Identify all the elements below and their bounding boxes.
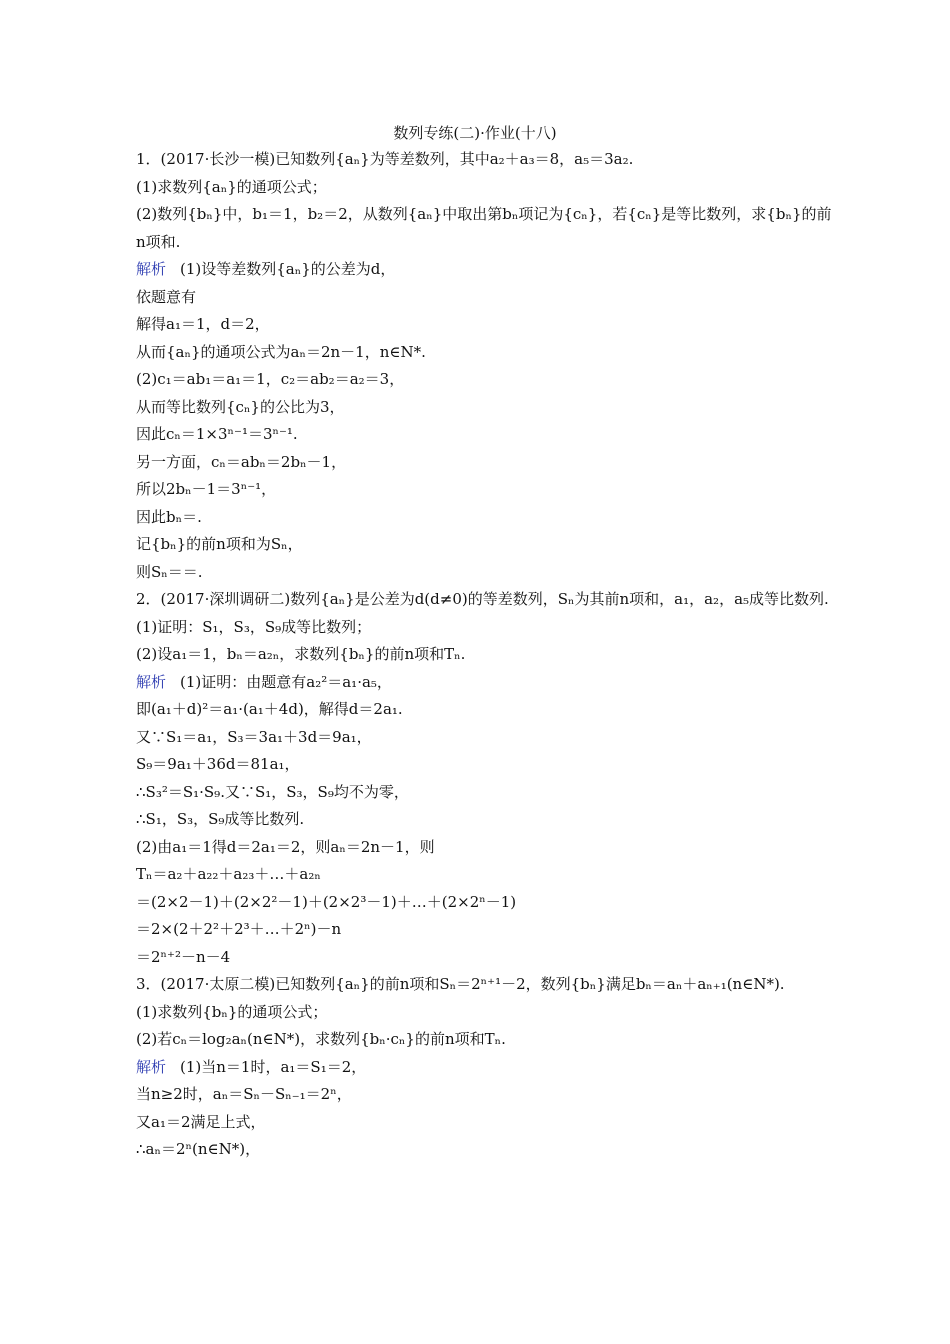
solution-line: 又a₁＝2满足上式， bbox=[136, 1112, 266, 1131]
solution-line: 从而等比数列{cₙ}的公比为3， bbox=[136, 397, 345, 416]
jiexi-label: 解析 bbox=[136, 260, 167, 278]
solution-line: 因此bₙ＝. bbox=[136, 507, 202, 526]
problem-1-part-1: (1)求数列{aₙ}的通项公式； bbox=[136, 177, 327, 196]
solution-line: 又∵S₁＝a₁，S₃＝3a₁＋3d＝9a₁， bbox=[136, 727, 372, 746]
solution-3-line bbox=[136, 1054, 840, 1082]
solution-line: 因此cₙ＝1×3ⁿ⁻¹＝3ⁿ⁻¹. bbox=[136, 425, 298, 443]
solution-line: ＝2×(2＋2²＋2³＋…＋2ⁿ)－n bbox=[136, 920, 342, 938]
solution-line: 则Sₙ＝＝. bbox=[136, 562, 203, 581]
jiexi-label: 解析 bbox=[136, 1057, 167, 1076]
solution-text: (1)当n＝1时，a₁＝S₁＝2， bbox=[180, 1057, 367, 1076]
solution-line: 另一方面，cₙ＝abₙ＝2bₙ－1， bbox=[136, 452, 347, 471]
problem-2-part-2: (2)设a₁＝1，bₙ＝a₂ₙ，求数列{bₙ}的前n项和Tₙ. bbox=[136, 645, 466, 663]
solution-line: 即(a₁＋d)²＝a₁·(a₁＋4d)，解得d＝2a₁. bbox=[136, 700, 403, 718]
solution-text: (1)设等差数列{aₙ}的公差为d， bbox=[180, 260, 396, 278]
solution-line: 依题意有 bbox=[136, 287, 197, 306]
problem-3-part-1: (1)求数列{bₙ}的通项公式； bbox=[136, 1002, 328, 1021]
solution-1-line bbox=[136, 256, 840, 284]
document-body bbox=[136, 146, 840, 1164]
solution-line: 所以2bₙ－1＝3ⁿ⁻¹， bbox=[136, 480, 277, 498]
problem-1-part-2: (2)数列{bₙ}中，b₁＝1，b₂＝2，从数列{aₙ}中取出第bₙ项记为{cₙ}，若{cₙ}是等比数列，求{bₙ}的前n项和. bbox=[136, 205, 832, 251]
solution-line: Tₙ＝a₂＋a₂₂＋a₂₃＋…＋a₂ₙ bbox=[136, 865, 321, 883]
page-title: 数列专练(二)·作业(十八) bbox=[393, 124, 557, 142]
solution-2-line bbox=[136, 669, 840, 697]
solution-line: ∴S₁，S₃，S₉成等比数列. bbox=[136, 810, 305, 828]
problem-2-part-1: (1)证明：S₁，S₃，S₉成等比数列； bbox=[136, 617, 372, 636]
solution-line: 从而{aₙ}的通项公式为aₙ＝2n－1，n∈N*. bbox=[136, 342, 426, 361]
solution-line: 记{bₙ}的前n项和为Sₙ， bbox=[136, 535, 303, 553]
solution-line: ＝2ⁿ⁺²－n－4 bbox=[136, 947, 231, 966]
solution-line: ∴S₃²＝S₁·S₉.又∵S₁，S₃，S₉均不为零， bbox=[136, 782, 409, 801]
solution-line: ∴aₙ＝2ⁿ(n∈N*)， bbox=[136, 1140, 261, 1158]
problem-2-statement: 2．(2017·深圳调研二)数列{aₙ}是公差为d(d≠0)的等差数列，Sₙ为其前n项和，a₁，a₂，a₅成等比数列. bbox=[136, 590, 829, 608]
solution-line: (2)c₁＝ab₁＝a₁＝1，c₂＝ab₂＝a₂＝3， bbox=[136, 370, 405, 388]
solution-line: (2)由a₁＝1得d＝2a₁＝2，则aₙ＝2n－1，则 bbox=[136, 837, 435, 856]
solution-line: 解得a₁＝1，d＝2， bbox=[136, 315, 270, 333]
problem-1-statement: 1．(2017·长沙一模)已知数列{aₙ}为等差数列，其中a₂＋a₃＝8，a₅＝3a₂. bbox=[136, 150, 634, 168]
problem-3-statement: 3．(2017·太原二模)已知数列{aₙ}的前n项和Sₙ＝2ⁿ⁺¹－2，数列{bₙ}满足bₙ＝aₙ＋aₙ₊₁(n∈N*). bbox=[136, 975, 785, 993]
solution-line: 当n≥2时，aₙ＝Sₙ－Sₙ₋₁＝2ⁿ， bbox=[136, 1085, 352, 1103]
solution-line: S₉＝9a₁＋36d＝81a₁， bbox=[136, 755, 300, 773]
jiexi-label: 解析 bbox=[136, 672, 167, 691]
solution-line: ＝(2×2－1)＋(2×2²－1)＋(2×2³－1)＋…＋(2×2ⁿ－1) bbox=[136, 892, 517, 911]
problem-3-part-2: (2)若cₙ＝log₂aₙ(n∈N*)，求数列{bₙ·cₙ}的前n项和Tₙ. bbox=[136, 1030, 506, 1048]
solution-text: (1)证明：由题意有a₂²＝a₁·a₅， bbox=[180, 672, 392, 691]
